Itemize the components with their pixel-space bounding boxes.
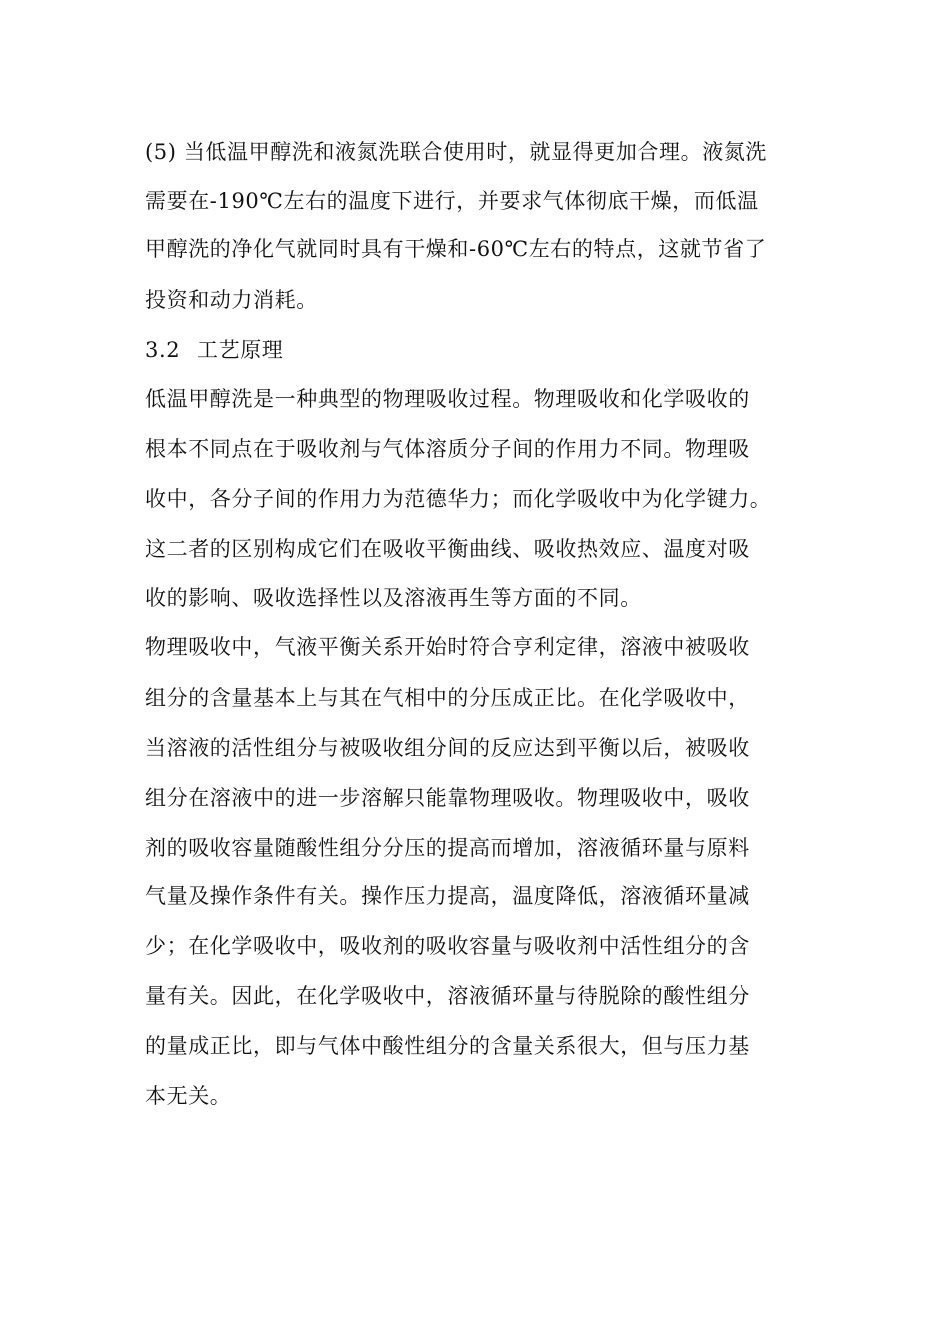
paragraph-line: 物理吸收中，气液平衡关系开始时符合亨利定律，溶液中被吸收: [145, 635, 750, 659]
paragraph-line: 的量成正比，即与气体中酸性组分的含量关系很大，但与压力基: [145, 1034, 750, 1058]
paragraph-line: 当溶液的活性组分与被吸收组分间的反应达到平衡以后，被吸收: [145, 736, 750, 760]
paragraph-line: 投资和动力消耗。: [145, 288, 318, 312]
paragraph-line: 少；在化学吸收中，吸收剂的吸收容量与吸收剂中活性组分的含: [145, 934, 750, 958]
paragraph-line: 需要在-190℃左右的温度下进行，并要求气体彻底干燥，而低温: [145, 189, 759, 213]
paragraph-line: 这二者的区别构成它们在吸收平衡曲线、吸收热效应、温度对吸: [145, 537, 750, 561]
paragraph-line: (5) 当低温甲醇洗和液氮洗联合使用时，就显得更加合理。液氮洗: [145, 140, 768, 164]
paragraph-line: 甲醇洗的净化气就同时具有干燥和-60℃左右的特点，这就节省了: [145, 237, 767, 261]
paragraph-line: 本无关。: [145, 1084, 232, 1108]
section-heading: [145, 333, 283, 367]
paragraph-line: 量有关。因此，在化学吸收中，溶液循环量与待脱除的酸性组分: [145, 984, 750, 1008]
paragraph-line: 气量及操作条件有关。操作压力提高，温度降低，溶液循环量减: [145, 884, 750, 908]
section-number: 3.2: [145, 338, 181, 362]
paragraph-line: 剂的吸收容量随酸性组分分压的提高而增加，溶液循环量与原料: [145, 836, 750, 860]
paragraph-line: 根本不同点在于吸收剂与气体溶质分子间的作用力不同。物理吸: [145, 437, 750, 461]
paragraph-line: 收的影响、吸收选择性以及溶液再生等方面的不同。: [145, 586, 642, 610]
paragraph-line: 收中，各分子间的作用力为范德华力；而化学吸收中为化学键力。: [145, 487, 772, 511]
paragraph-line: 组分的含量基本上与其在气相中的分压成正比。在化学吸收中，: [145, 686, 750, 710]
paragraph-line: 低温甲醇洗是一种典型的物理吸收过程。物理吸收和化学吸收的: [145, 387, 750, 411]
section-title: 工艺原理: [197, 338, 284, 362]
paragraph-line: 组分在溶液中的进一步溶解只能靠物理吸收。物理吸收中，吸收: [145, 786, 750, 810]
